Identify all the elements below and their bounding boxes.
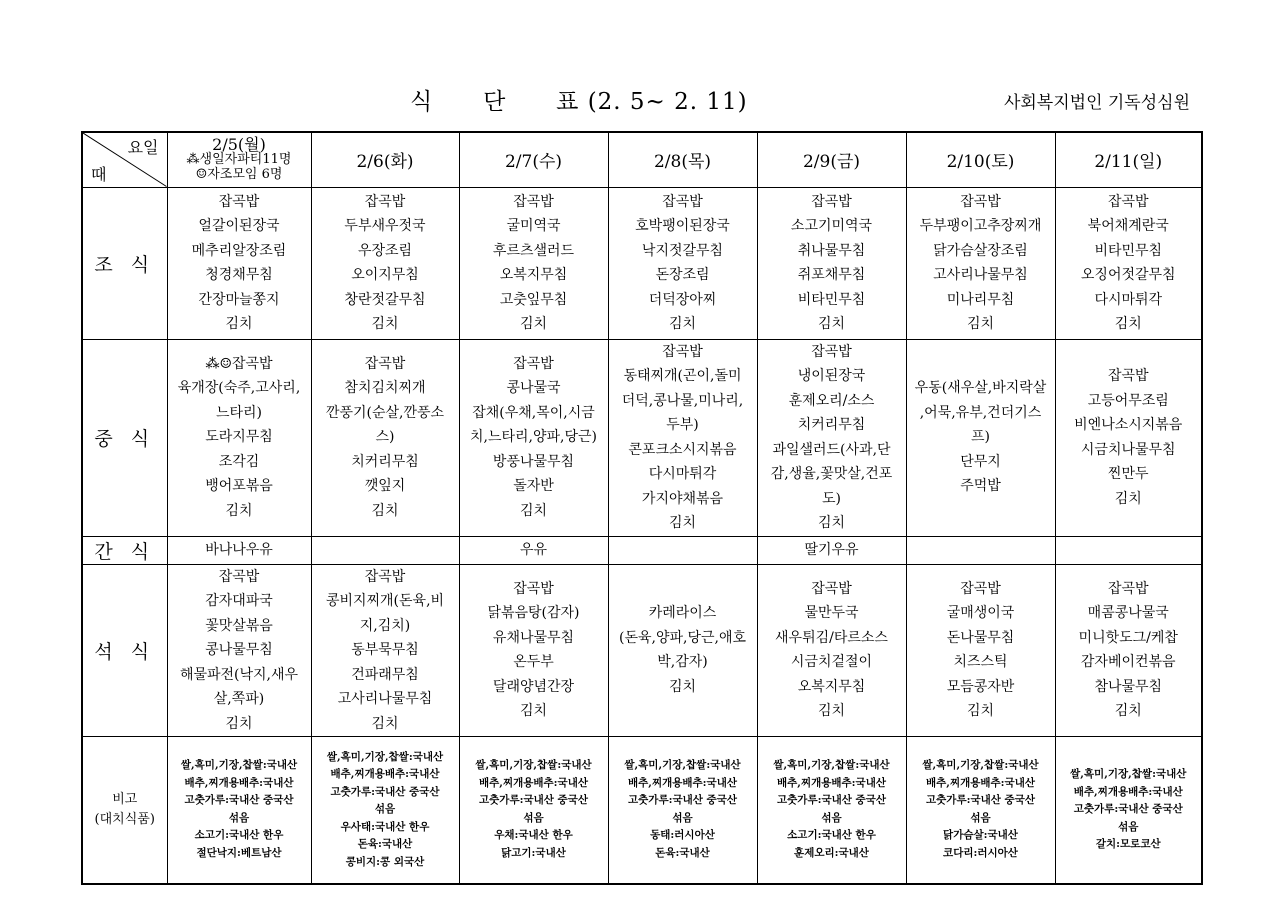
menu-item: ⁂☺잡곡밥	[205, 355, 273, 372]
day-header: 2/9(금)	[757, 132, 906, 187]
menu-item: 두부)	[666, 417, 699, 433]
day-note: ☺자조모임 6명	[195, 167, 283, 183]
menu-item: 낙지젓갈무침	[641, 242, 724, 259]
menu-item: 카레라이스	[648, 605, 717, 622]
origin-note: 배추,찌개용배추:국내산	[1073, 785, 1183, 798]
menu-item: 김치	[225, 715, 253, 732]
origin-note: 쌀,흑미,기장,찹쌀:국내산	[922, 759, 1039, 772]
day-header: 2/7(수)	[459, 132, 608, 187]
menu-item: 치커리무침	[351, 453, 419, 470]
menu-item: 잡곡밥	[960, 193, 1001, 210]
menu-item: 훈제오리/소스	[788, 392, 875, 409]
header-row	[82, 132, 1202, 187]
menu-item: 후르츠샐러드	[492, 242, 575, 259]
weekly-menu-table	[81, 131, 1203, 885]
day-header: 2/8(목)	[608, 132, 757, 187]
menu-item: 방풍나물무침	[492, 453, 575, 470]
dinner-row	[82, 564, 1202, 737]
menu-item: 깻잎지	[364, 478, 406, 495]
menu-item: 동태찌개(곤이,돌미	[623, 368, 742, 384]
menu-item: 김치	[966, 703, 995, 720]
menu-item: 시금치겉절이	[790, 654, 873, 671]
snack-cell	[906, 536, 1055, 564]
menu-item: 치커리무침	[797, 417, 866, 433]
remarks-cell	[459, 737, 608, 884]
dinner-cell	[757, 564, 906, 737]
menu-item: 꽃맛살볶음	[205, 617, 273, 634]
lunch-cell	[757, 339, 906, 536]
menu-item: 도)	[822, 490, 841, 507]
menu-item: 지,김치)	[359, 617, 411, 634]
menu-item: 더덕,콩나물,미나리,	[621, 392, 744, 409]
corner-cell	[82, 132, 167, 187]
origin-note: 고춧가루:국내산 중국산	[330, 785, 440, 798]
menu-item: 고등어무조림	[1087, 392, 1169, 409]
breakfast-cell	[311, 187, 459, 339]
menu-item: 콩나물무침	[205, 642, 273, 658]
origin-note: 절단낙지:베트남산	[196, 846, 282, 859]
breakfast-cell	[906, 187, 1055, 339]
menu-item: (돈육,양파,당근,애호	[618, 629, 746, 646]
snack-cell	[757, 536, 906, 564]
remarks-cell	[167, 737, 311, 884]
menu-item: 창란젓갈무침	[344, 291, 426, 308]
menu-item: 김치	[1114, 490, 1142, 507]
menu-item: 달래양념간장	[492, 678, 575, 695]
menu-item: 스)	[375, 429, 395, 446]
menu-item: 잡곡밥	[1107, 368, 1149, 384]
menu-item: 호박팽이된장국	[635, 218, 730, 234]
menu-item: 콘포크소시지볶음	[628, 441, 737, 458]
origin-note: 섞음	[672, 811, 693, 824]
origin-note: 닭고기:국내산	[501, 846, 566, 859]
weekday-label: 요일	[127, 138, 159, 157]
menu-item: 모듬콩자반	[946, 678, 1015, 695]
menu-item: 미나리무침	[946, 291, 1015, 308]
snack-cell	[459, 536, 608, 564]
snack-cell	[311, 536, 459, 564]
menu-item: 콩비지찌개(돈육,비	[325, 593, 445, 609]
menu-item: 얼갈이된장국	[198, 218, 280, 234]
menu-item: 비엔나소시지볶음	[1074, 417, 1183, 433]
menu-item: 잡곡밥	[513, 355, 554, 372]
menu-item: 잡곡밥	[960, 580, 1001, 597]
menu-item: 김치	[371, 502, 399, 519]
origin-note: 훈제오리:국내산	[794, 846, 869, 859]
origin-note: 섞음	[970, 811, 991, 824]
menu-item: 물만두국	[804, 605, 859, 622]
breakfast-cell	[1055, 187, 1202, 339]
menu-item: 김치	[225, 316, 253, 332]
menu-item: 오복지무침	[797, 678, 866, 695]
breakfast-row	[82, 187, 1202, 339]
origin-note: 고춧가루:국내산 중국산	[628, 794, 737, 807]
menu-item: 김치	[817, 515, 846, 531]
menu-item: 잡곡밥	[811, 343, 852, 360]
origin-note: 쌀,흑미,기장,찹쌀:국내산	[1070, 768, 1187, 780]
menu-item: 간장마늘쫑지	[198, 291, 280, 308]
menu-item: 가지야채볶음	[641, 490, 724, 507]
origin-note: 쌀,흑미,기장,찹쌀:국내산	[475, 759, 592, 772]
menu-item: 주먹밥	[960, 478, 1001, 495]
origin-note: 배추,찌개용배추:국내산	[926, 776, 1035, 789]
menu-item: 감자베이컨볶음	[1080, 654, 1176, 671]
origin-note: 섞음	[228, 811, 250, 824]
mealtime-label: 때	[91, 164, 107, 184]
menu-item: 잡채(우채,목이,시금	[472, 404, 595, 421]
menu-item: 매콤콩나물국	[1087, 605, 1169, 622]
menu-item: 고사리나물무침	[337, 691, 433, 707]
origin-note: 우사태:국내산 한우	[340, 820, 430, 833]
snack-cell	[1055, 536, 1202, 564]
menu-item: 잡곡밥	[662, 343, 703, 360]
origin-note: 돈육:국내산	[655, 846, 710, 859]
menu-item: 김치	[668, 316, 697, 332]
lunch-cell	[459, 339, 608, 536]
lunch-cell	[311, 339, 459, 536]
lunch-label: 중 식	[82, 339, 167, 536]
menu-item: 박,감자)	[657, 654, 708, 671]
lunch-cell	[906, 339, 1055, 536]
menu-item: 우유	[519, 541, 548, 558]
menu-item: 김치	[519, 703, 548, 720]
menu-item: 오복지무침	[499, 267, 568, 283]
remarks-label	[82, 737, 167, 884]
menu-item: 참치김치찌개	[344, 380, 426, 397]
menu-item: 김치	[1114, 316, 1142, 332]
origin-note: 배추,찌개용배추:국내산	[330, 768, 440, 780]
origin-note: 소고기:국내산 한우	[194, 829, 284, 842]
menu-item: 참나물무침	[1094, 678, 1163, 695]
origin-note: 고춧가루:국내산 중국산	[184, 794, 294, 807]
dinner-label: 석 식	[82, 564, 167, 737]
menu-item: 비타민무침	[797, 291, 866, 308]
menu-item: 유채나물무침	[492, 629, 575, 646]
menu-item: 오이지무침	[351, 267, 419, 283]
origin-note: 콩비지:콩 외국산	[345, 855, 425, 868]
menu-item: 깐풍기(순살,깐풍소	[325, 404, 445, 421]
menu-item: 냉이된장국	[797, 368, 866, 384]
snack-cell	[608, 536, 757, 564]
menu-item: 돈장조림	[655, 267, 710, 283]
menu-item: 치,느타리,양파,당근)	[469, 429, 597, 446]
menu-item: 메추리알장조림	[191, 242, 287, 259]
origin-note: 고춧가루:국내산 중국산	[777, 794, 886, 807]
lunch-cell	[1055, 339, 1202, 536]
dinner-cell	[167, 564, 311, 737]
menu-item: 김치	[966, 316, 995, 332]
menu-item: 두부팽이고추장찌개	[919, 218, 1042, 234]
menu-item: 다시마튀각	[648, 466, 717, 482]
menu-item: 잡곡밥	[513, 193, 554, 210]
menu-item: 잡곡밥	[662, 193, 703, 210]
day-header	[167, 132, 311, 187]
menu-item: 김치	[519, 502, 548, 519]
menu-item: 청경채무침	[205, 267, 273, 283]
menu-item: 딸기우유	[804, 541, 859, 558]
menu-item: 김치	[519, 316, 548, 332]
dinner-cell	[1055, 564, 1202, 737]
snack-row	[82, 536, 1202, 564]
remarks-cell	[1055, 737, 1202, 884]
menu-item: 잡곡밥	[364, 355, 406, 372]
menu-item: 잡곡밥	[1107, 580, 1149, 597]
menu-item: 찐만두	[1107, 466, 1149, 482]
origin-note: 갈치:모로코산	[1095, 838, 1161, 850]
menu-item: 콩나물국	[506, 380, 561, 397]
menu-item: 감,생율,꽃맛살,건포	[770, 466, 893, 482]
lunch-cell	[167, 339, 311, 536]
menu-item: 김치	[817, 703, 846, 720]
organization-name: 사회복지법인 기독성심원	[1003, 93, 1190, 113]
origin-note: 배추,찌개용배추:국내산	[184, 776, 294, 789]
remarks-label-line: 비고	[112, 791, 138, 807]
origin-note: 섞음	[523, 811, 544, 824]
day-note: ⁂생일자파티11명	[186, 152, 292, 168]
menu-item: 북어채계란국	[1087, 218, 1169, 234]
menu-item: 고사리나물무침	[933, 267, 1028, 283]
menu-item: 잡곡밥	[218, 568, 260, 585]
menu-title: 식 단 표 (2. 5~ 2. 11)	[410, 89, 748, 115]
menu-item: 새우튀김/타르소스	[775, 629, 888, 646]
menu-item: 굴미역국	[506, 218, 561, 234]
day-date: 2/5(월)	[212, 135, 266, 155]
origin-note: 배추,찌개용배추:국내산	[628, 776, 737, 789]
menu-item: 김치	[1114, 703, 1142, 720]
menu-item: 동부묵무침	[351, 642, 419, 658]
menu-item: 쥐포채무침	[797, 267, 866, 283]
remarks-cell	[608, 737, 757, 884]
menu-item: 김치	[817, 316, 846, 332]
origin-note: 쌀,흑미,기장,찹쌀:국내산	[773, 759, 890, 772]
menu-item: 조각김	[218, 453, 260, 470]
origin-note: 섞음	[374, 803, 396, 815]
remarks-cell	[757, 737, 906, 884]
menu-item: 프)	[971, 429, 990, 446]
menu-item: 잡곡밥	[218, 193, 260, 210]
menu-item: 육개장(숙주,고사리,	[177, 380, 301, 397]
day-header: 2/10(토)	[906, 132, 1055, 187]
origin-note: 배추,찌개용배추:국내산	[479, 776, 588, 789]
origin-note: 고춧가루:국내산 중국산	[926, 794, 1035, 807]
breakfast-cell	[459, 187, 608, 339]
menu-item: 단무지	[960, 453, 1001, 470]
dinner-cell	[311, 564, 459, 737]
origin-note: 돈육:국내산	[357, 838, 413, 850]
title-bar	[0, 83, 1280, 119]
menu-item: 고춧잎무침	[499, 291, 568, 308]
menu-item: 두부새우젓국	[344, 218, 426, 234]
menu-item: 해물파전(낙지,새우	[179, 666, 299, 683]
menu-item: 잡곡밥	[811, 580, 852, 597]
menu-item: 잡곡밥	[1107, 193, 1149, 210]
menu-item: 돈나물무침	[946, 629, 1015, 646]
menu-item: 김치	[668, 515, 697, 531]
dinner-cell	[459, 564, 608, 737]
menu-item: 잡곡밥	[513, 580, 554, 597]
breakfast-cell	[167, 187, 311, 339]
snack-label: 간 식	[82, 536, 167, 564]
remarks-row	[82, 737, 1202, 884]
origin-note: 동태:러시아산	[650, 829, 715, 842]
menu-item: 김치	[371, 316, 399, 332]
menu-item: 감자대파국	[205, 593, 273, 609]
day-header: 2/6(화)	[311, 132, 459, 187]
menu-item: 잡곡밥	[364, 568, 406, 585]
menu-item: 돌자반	[513, 478, 554, 495]
origin-note: 코다리:러시아산	[943, 846, 1018, 859]
menu-item: 뱅어포볶음	[205, 478, 273, 495]
menu-item: 닭볶음탕(감자)	[487, 605, 580, 622]
menu-item: 다시마튀각	[1094, 291, 1163, 308]
breakfast-cell	[608, 187, 757, 339]
origin-note: 배추,찌개용배추:국내산	[777, 776, 886, 789]
menu-item: 굴매생이국	[946, 605, 1015, 622]
menu-item: 잡곡밥	[364, 193, 406, 210]
menu-item: 건파래무침	[351, 666, 419, 683]
origin-note: 닭가슴살:국내산	[943, 829, 1018, 842]
origin-note: 섞음	[821, 811, 842, 824]
menu-item: 취나물무침	[797, 242, 866, 259]
breakfast-label: 조 식	[82, 187, 167, 339]
menu-item: 김치	[668, 678, 697, 695]
dinner-cell	[906, 564, 1055, 737]
origin-note: 쌀,흑미,기장,찹쌀:국내산	[180, 759, 298, 772]
menu-item: 김치	[225, 502, 253, 519]
remarks-label-line: (대치식품)	[94, 811, 155, 827]
menu-item: 김치	[371, 715, 399, 732]
menu-item: ,어묵,유부,건더기스	[919, 404, 1042, 421]
menu-item: 우장조림	[357, 242, 413, 259]
menu-item: 잡곡밥	[811, 193, 852, 210]
menu-item: 도라지무침	[205, 429, 273, 446]
remarks-cell	[311, 737, 459, 884]
lunch-cell	[608, 339, 757, 536]
menu-item: 닭가슴살장조림	[933, 242, 1028, 259]
origin-note: 우채:국내산 한우	[494, 829, 573, 842]
day-header: 2/11(일)	[1055, 132, 1202, 187]
remarks-cell	[906, 737, 1055, 884]
breakfast-cell	[757, 187, 906, 339]
menu-item: 치즈스틱	[953, 654, 1008, 671]
dinner-cell	[608, 564, 757, 737]
snack-cell	[167, 536, 311, 564]
origin-note: 고춧가루:국내산 중국산	[1073, 803, 1183, 815]
lunch-row	[82, 339, 1202, 536]
menu-item: 미니핫도그/케찹	[1078, 629, 1178, 646]
menu-item: 오징어젓갈무침	[1080, 267, 1176, 283]
menu-item: 우동(새우살,바지락살	[914, 380, 1047, 397]
menu-item: 소고기미역국	[790, 218, 873, 234]
menu-item: 느타리)	[215, 404, 263, 421]
origin-note: 고춧가루:국내산 중국산	[479, 794, 588, 807]
menu-item: 더덕장아찌	[648, 291, 717, 308]
origin-note: 쌀,흑미,기장,찹쌀:국내산	[624, 759, 741, 772]
origin-note: 소고기:국내산 한우	[787, 829, 876, 842]
menu-item: 바나나우유	[205, 541, 273, 558]
menu-item: 온두부	[513, 654, 554, 671]
origin-note: 섞음	[1118, 820, 1139, 833]
menu-item: 과일샐러드(사과,단	[772, 441, 891, 458]
menu-item: 비타민무침	[1094, 242, 1163, 259]
menu-item: 살,쪽파)	[213, 691, 265, 707]
menu-item: 시금치나물무침	[1080, 441, 1176, 458]
origin-note: 쌀,흑미,기장,찹쌀:국내산	[326, 750, 444, 763]
